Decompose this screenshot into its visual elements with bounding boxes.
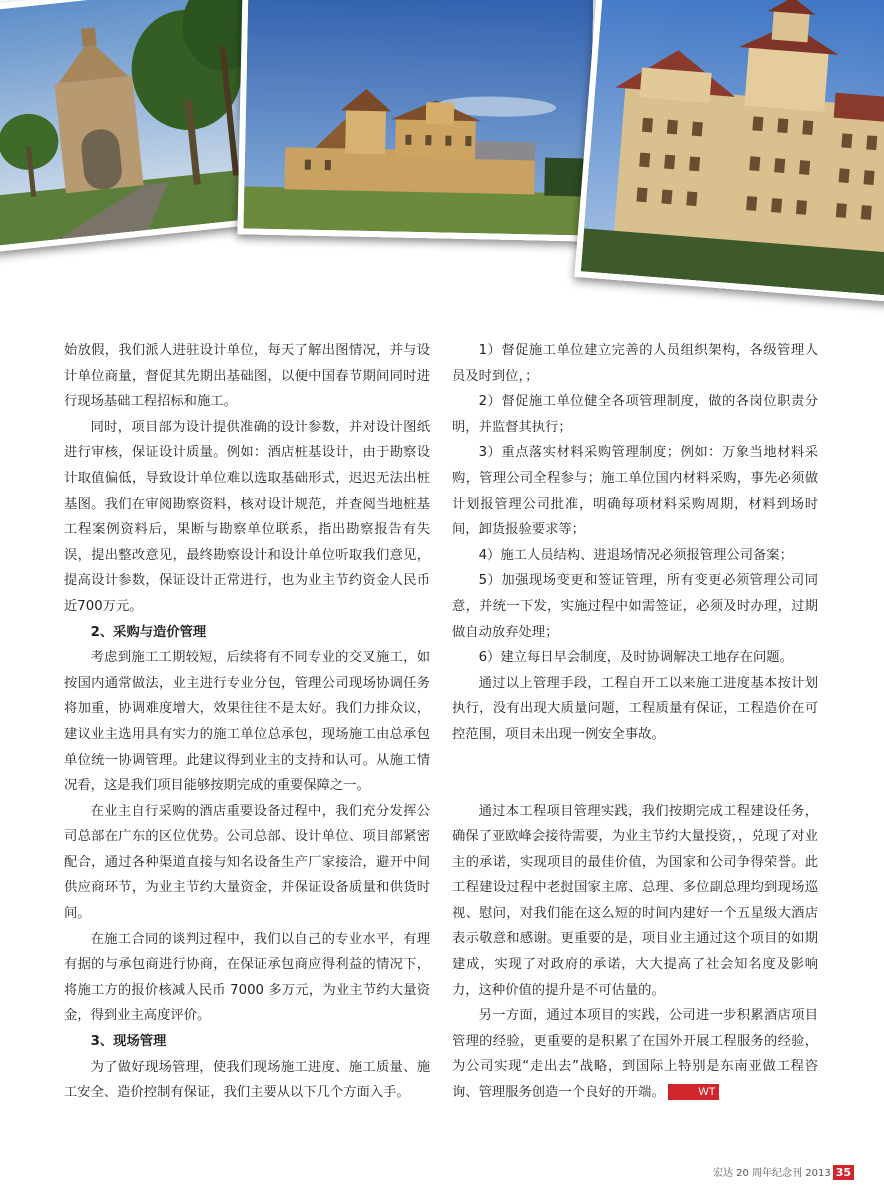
paragraph: 为了做好现场管理，使我们现场施工进度、施工质量、施工安全、造价控制有保证，我们主要从以下几个方面入手。 xyxy=(64,1059,430,1101)
paragraph: 通过以上管理手段，工程自开工以来施工进度基本按计划执行，没有出现大质量问题，工程质量有保证，工程造价在可控范围，项目未出现一例安全事故。 xyxy=(452,675,818,742)
closing-text: 另一方面，通过本项目的实践，公司进一步积累酒店项目管理的经验，更重要的是积累了在国外开展工程服务的经验，为公司实现“走出去”战略，到国际上特别是东南亚做工程咨询、管理服务创造一个良好的开端。 xyxy=(452,1008,818,1101)
photo-hotel-exterior xyxy=(237,0,599,242)
paragraph: 考虑到施工工期较短，后续将有不同专业的交叉施工，如按国内通常做法，业主进行专业分包，管理公司现场协调任务将加重，协调难度增大，效果往往不是太好。我们力排众议，建议业主选用具有实力的施工单位总承包，现场施工由总承包单位统一协调管理。此建议得到业主的支持和认可。从施工情况看，这是我们项目能够按期完成的重要保障之一。 xyxy=(64,650,430,794)
paragraph-spacer xyxy=(452,748,818,799)
section-heading-site-management: 3、现场管理 xyxy=(90,1034,167,1050)
page-number: 35 xyxy=(833,1165,854,1180)
list-item: 5）加强现场变更和签证管理，所有变更必须管理公司同意，并统一下发，实施过程中如需签证，必须及时办理，过期做自动放弃处理； xyxy=(452,573,818,640)
paragraph: 在施工合同的谈判过程中，我们以自己的专业水平，有理有据的与承包商进行协商，在保证承包商应得利益的情况下，将施工方的报价核减人民币 7000 多万元，为业主节约大量资金，得到业主高度评价。 xyxy=(64,931,430,1024)
paragraph: 通过本工程项目管理实践，我们按期完成工程建设任务，确保了亚欧峰会接待需要，为业主节约大量投资，，兑现了对业主的承诺，实现项目的最佳价值，为国家和公司争得荣誉。此工程建设过程中老挝国家主席、总理、多位副总理均到现场巡视、慰问，对我们能在这么短的时间内建好一个五星级大酒店表示敬意和感谢。更重要的是，项目业主通过这个项目的如期建成，实现了对政府的承诺，大大提高了社会知名度及影响力，这种价值的提升是不可估量的。 xyxy=(452,803,818,998)
photo-hotel-tower xyxy=(574,0,884,302)
paragraph: 在业主自行采购的酒店重要设备过程中，我们充分发挥公司总部在广东的区位优势。公司总部、设计单位、项目部紧密配合，通过各种渠道直接与知名设备生产厂家接洽，避开中间供应商环节，为业主节约大量资金，并保证设备质量和供货时间。 xyxy=(64,803,430,922)
list-item: 4）施工人员结构、进退场情况必须报管理公司备案； xyxy=(478,547,793,563)
footer-publication: 宏达 20 周年纪念刊 2013 xyxy=(712,1168,831,1179)
list-item: 1）督促施工单位建立完善的人员组织架构，各级管理人员及时到位，； xyxy=(452,343,818,384)
section-heading-procurement: 2、采购与造价管理 xyxy=(90,624,207,640)
list-item: 3）重点落实材料采购管理制度；例如：万象当地材料采购，管理公司全程参与；施工单位国内材料采购，事先必须做计划报管理公司批准，明确每项材料采购周期，材料到场时间，卸货报验要求等； xyxy=(452,445,818,538)
end-mark: WT xyxy=(668,1084,720,1100)
photo-collage xyxy=(0,0,884,300)
left-column xyxy=(64,338,430,1106)
page-footer xyxy=(713,1164,854,1180)
list-item: 2）督促施工单位健全各项管理制度，做的各岗位职责分明，并监督其执行； xyxy=(452,394,818,435)
right-column xyxy=(452,338,818,1106)
paragraph-closing xyxy=(452,1003,818,1105)
paragraph: 同时，项目部为设计提供准确的设计参数，并对设计图纸进行审核，保证设计质量。例如：酒店桩基设计，由于勘察设计取值偏低，导致设计单位难以选取基础形式，迟迟无法出桩基图。我们在审阅勘察资料，核对设计规范，并查阅当地桩基工程案例资料后，果断与勘察单位联系，指出勘察报告有失误，提出整改意见，最终勘察设计和设计单位听取我们意见，提高设计参数，保证设计正常进行，也为业主节约资金人民币近700万元。 xyxy=(64,419,430,614)
paragraph: 始放假，我们派人进驻设计单位，每天了解出图情况，并与设计单位商量，督促其先期出基础图，以便中国春节期间同时进行现场基础工程招标和施工。 xyxy=(64,343,430,410)
list-item: 6）建立每日早会制度，及时协调解决工地存在问题。 xyxy=(478,650,793,666)
